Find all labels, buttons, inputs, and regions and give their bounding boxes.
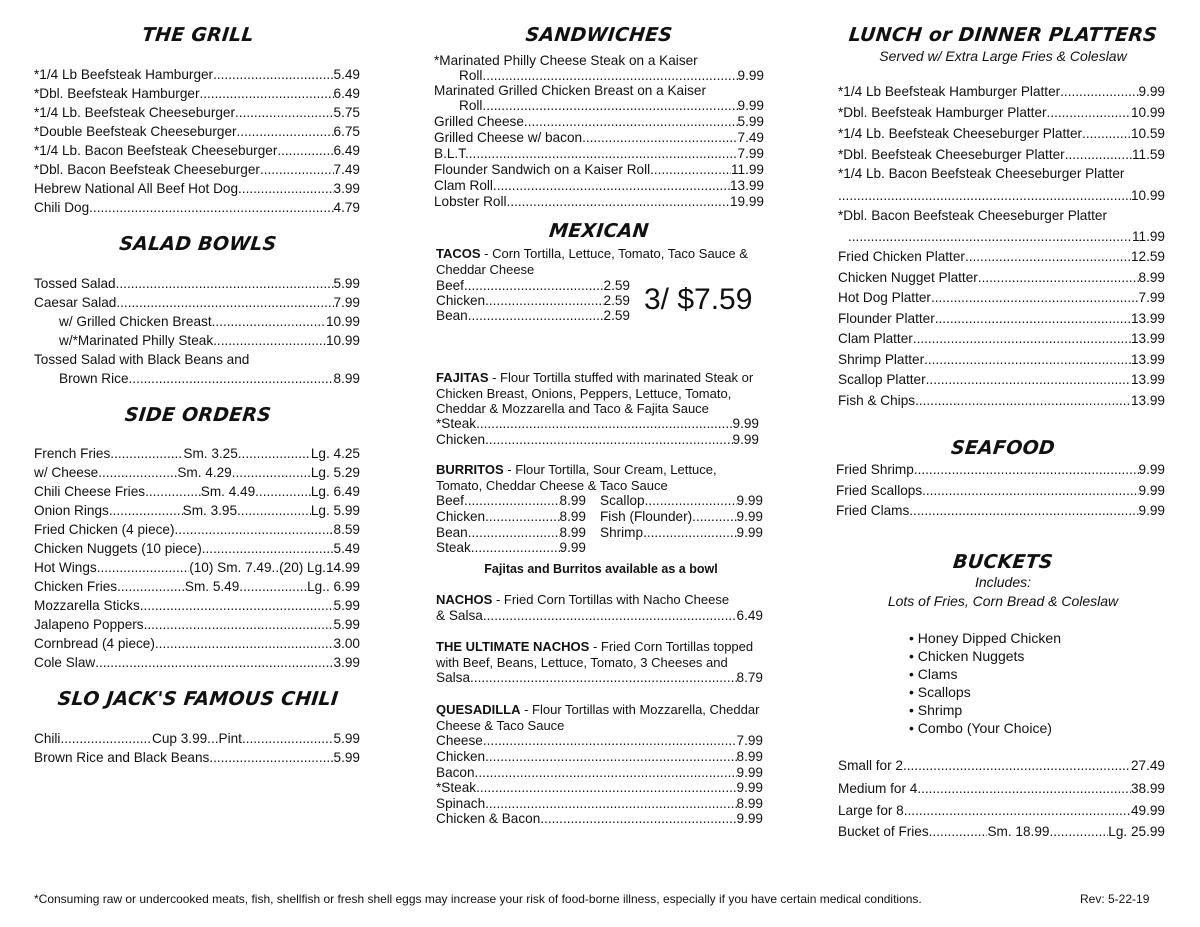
ultimate-nachos-desc: - Fried Corn Tortillas topped with Beef, Beans, Lettuce, Tomato, 3 Cheeses and [436, 639, 754, 670]
tacos-desc: - Corn Tortilla, Lettuce, Tomato, Taco Sauce & Cheddar Cheese [436, 246, 748, 277]
item-name: *1/4 Lb. Bacon Beefsteak Cheeseburger [34, 143, 278, 158]
list-item [436, 608, 763, 624]
list-item [838, 803, 1165, 819]
item-price: 13.99 [1130, 311, 1165, 326]
item-small-price: Cup 3.99...Pint [152, 731, 242, 746]
list-item [836, 462, 1165, 478]
item-price: 5.99 [333, 750, 360, 765]
list-item [436, 765, 763, 781]
list-item [436, 540, 586, 556]
list-item: • Clams [909, 666, 958, 682]
item-price: 13.99 [1130, 372, 1165, 387]
list-item [34, 105, 360, 121]
list-item [838, 188, 1165, 204]
item-price: 7.99 [736, 733, 763, 748]
item-price: Lg.. 6.99 [307, 579, 360, 594]
item-price: 8.99 [736, 796, 763, 811]
list-item [34, 143, 360, 159]
list-item [34, 295, 360, 311]
item-price: Lg. 5.99 [310, 503, 360, 518]
list-item [34, 67, 360, 83]
list-item [838, 290, 1165, 306]
item-price: 9.99 [732, 416, 759, 431]
item-price: 10.99 [325, 333, 360, 348]
list-item [34, 522, 360, 538]
item-price: 8.79 [736, 670, 763, 685]
item-price: 5.49 [333, 541, 360, 556]
item-price: 8.99 [1138, 270, 1165, 285]
item-name: Beef [436, 493, 464, 508]
item-name: *Marinated Philly Cheese Steak on a Kaiser [434, 53, 698, 68]
item-price: 9.99 [736, 811, 763, 826]
item-price: Lg. 6.49 [310, 484, 360, 499]
item-name: Bean [436, 525, 468, 540]
item-name: Fried Scallops [836, 483, 923, 498]
list-item [34, 503, 360, 519]
item-price: Lg. 4.25 [310, 446, 360, 461]
list-item [434, 130, 764, 146]
list-item [34, 124, 360, 140]
grill-heading: THE GRILL [140, 24, 256, 46]
platters-heading: LUNCH or DINNER PLATTERS [847, 24, 1159, 46]
list-item [59, 314, 360, 330]
item-price: 9.99 [736, 509, 763, 524]
item-price: 6.75 [333, 124, 360, 139]
list-item [34, 162, 360, 178]
item-name: Scallop Platter [838, 372, 926, 387]
item-price: 8.99 [559, 525, 586, 540]
item-name: Chili Cheese Fries [34, 484, 146, 499]
item-price: 9.99 [559, 540, 586, 555]
item-name: Chicken [436, 509, 486, 524]
item-price: 3.99 [333, 655, 360, 670]
list-item: • Honey Dipped Chicken [909, 630, 1061, 646]
item-name: Brown Rice [59, 371, 129, 386]
nachos-description [436, 592, 766, 608]
item-price: 6.49 [333, 86, 360, 101]
item-price: 11.99 [730, 162, 764, 177]
buckets-includes-detail: Lots of Fries, Corn Bread & Coleslaw [887, 593, 1119, 609]
list-item [436, 278, 630, 294]
list-item [836, 503, 1165, 519]
item-price: 7.99 [737, 146, 764, 161]
item-price: 9.99 [1138, 503, 1165, 518]
item-price: 2.59 [603, 308, 630, 323]
item-name: *Dbl. Beefsteak Cheeseburger Platter [838, 147, 1065, 162]
list-item [34, 731, 360, 747]
item-price: 10.59 [1130, 126, 1165, 141]
list-item [848, 229, 1165, 245]
item-name: *Steak [436, 416, 477, 431]
item-name: *Dbl. Beefsteak Hamburger Platter [838, 105, 1047, 120]
item-name: Hebrew National All Beef Hot Dog [34, 181, 239, 196]
item-price: 13.99 [1130, 352, 1165, 367]
item-price: 7.49 [333, 162, 360, 177]
item-price: 8.99 [333, 371, 360, 386]
item-price: 8.99 [559, 509, 586, 524]
item-price: 8.99 [736, 749, 763, 764]
list-item [436, 733, 763, 749]
item-price: 5.75 [333, 105, 360, 120]
list-item [434, 114, 764, 130]
list-item [34, 86, 360, 102]
list-item [838, 84, 1165, 100]
list-item [34, 200, 360, 216]
item-name: Jalapeno Poppers [34, 617, 144, 632]
item-price: 9.99 [736, 780, 763, 795]
item-small-price: (10) Sm. 7.49..(20) Lg. [189, 560, 326, 575]
item-name: Chicken Nugget Platter [838, 270, 978, 285]
item-name: *1/4 Lb. Beefsteak Cheeseburger Platter [838, 126, 1083, 141]
item-name: *1/4 Lb. Beefsteak Cheeseburger [34, 105, 236, 120]
item-name: Grilled Cheese w/ bacon [434, 130, 583, 145]
item-name: Fried Chicken Platter [838, 249, 965, 264]
item-name: Roll [459, 98, 483, 113]
item-name: Medium for 4 [838, 781, 918, 796]
item-name: w/ Grilled Chicken Breast [59, 314, 212, 329]
burritos-desc: - Flour Tortilla, Sour Cream, Lettuce, Tomato, Cheddar Cheese & Taco Sauce [436, 462, 717, 493]
list-item [34, 276, 360, 292]
item-price: 9.99 [1138, 84, 1165, 99]
item-name: Marinated Grilled Chicken Breast on a Kaiser [434, 83, 707, 98]
list-item [436, 308, 630, 324]
list-item [34, 484, 360, 500]
item-price: 27.49 [1130, 758, 1165, 773]
item-name: Shrimp [600, 525, 644, 540]
choice-label: Chicken Nuggets [917, 648, 1025, 664]
list-item [59, 333, 360, 349]
list-item: • Combo (Your Choice) [909, 720, 1052, 736]
item-price: 10.99 [1130, 105, 1165, 120]
item-price: 9.99 [732, 432, 759, 447]
list-item [838, 249, 1165, 265]
item-name: B.L.T. [434, 146, 469, 161]
list-item [436, 780, 763, 796]
item-name: Caesar Salad [34, 295, 117, 310]
item-name: Chicken [436, 432, 486, 447]
item-name: *Dbl. Bacon Beefsteak Cheeseburger [34, 162, 260, 177]
tacos-description [436, 246, 766, 277]
list-item [838, 311, 1165, 327]
list-item [436, 493, 586, 509]
item-name: Chicken [436, 749, 486, 764]
quesadilla-desc: - Flour Tortillas with Mozzarella, Cheddar Cheese & Taco Sauce [436, 702, 760, 733]
list-item [838, 270, 1165, 286]
list-item [34, 446, 360, 462]
list-item [34, 598, 360, 614]
item-price: 11.59 [1131, 147, 1165, 162]
burritos-description [436, 462, 766, 493]
item-small-price: Sm. 4.29 [177, 465, 232, 480]
list-item [600, 525, 763, 541]
list-item [434, 162, 764, 178]
list-item [838, 147, 1165, 163]
item-name: Spinach [436, 796, 486, 811]
item-name: Fried Chicken (4 piece) [34, 522, 175, 537]
item-name: *Steak [436, 780, 477, 795]
item-price: 8.59 [333, 522, 360, 537]
item-name: Chicken & Bacon [436, 811, 541, 826]
item-price: 7.99 [1138, 290, 1165, 305]
list-item [436, 416, 759, 432]
item-name: Chili [34, 731, 61, 746]
item-price: 3.00 [333, 636, 360, 651]
item-price: 9.99 [1138, 462, 1165, 477]
list-item: • Shrimp [909, 702, 963, 718]
list-item [34, 465, 360, 481]
item-price: 6.49 [333, 143, 360, 158]
ultimate-nachos-label: THE ULTIMATE NACHOS [436, 639, 590, 654]
choice-label: Clams [917, 666, 958, 682]
item-price: 12.59 [1130, 249, 1165, 264]
item-name: *1/4 Lb Beefsteak Hamburger [34, 67, 214, 82]
item-price: 5.49 [333, 67, 360, 82]
list-item [34, 181, 360, 197]
item-name: Fried Clams [836, 503, 910, 518]
item-price: 2.59 [603, 278, 630, 293]
list-item [838, 824, 1165, 840]
item-name: Small for 2 [838, 758, 903, 773]
list-item [436, 670, 763, 686]
list-item [34, 750, 360, 766]
list-item [59, 371, 360, 387]
item-name: *Dbl. Bacon Beefsteak Cheeseburger Platter [838, 208, 1108, 223]
list-item [436, 796, 763, 812]
item-name: Fish & Chips [838, 393, 916, 408]
item-name: Clam Roll [434, 178, 493, 193]
item-price: 10.99 [325, 314, 360, 329]
item-small-price: Sm. 5.49 [184, 579, 240, 594]
item-price: 19.99 [729, 194, 764, 209]
item-name: *Dbl. Beefsteak Hamburger [34, 86, 200, 101]
item-price: 8.99 [559, 493, 586, 508]
item-name: Cheese [436, 733, 483, 748]
list-item [436, 811, 763, 827]
list-item [838, 352, 1165, 368]
item-name: Chicken [436, 293, 486, 308]
item-price: 9.99 [737, 68, 764, 83]
item-name: Brown Rice and Black Beans [34, 750, 210, 765]
list-item [459, 98, 764, 114]
item-name: Steak [436, 540, 471, 555]
list-item [34, 579, 360, 595]
list-item [436, 525, 586, 541]
fajitas-desc: - Flour Tortilla stuffed with marinated Steak or Chicken Breast, Onions, Peppers, Lettuce, Tomato, Cheddar & Mozzarella and Taco & Fajita Sauce [436, 370, 754, 416]
item-name: Chicken Fries [34, 579, 118, 594]
fajitas-description [436, 370, 766, 417]
item-name: French Fries [34, 446, 111, 461]
platters-subtitle: Served w/ Extra Large Fries & Coleslaw [879, 48, 1127, 64]
item-price: 9.99 [736, 765, 763, 780]
item-price: 5.99 [737, 114, 764, 129]
fajitas-label: FAJITAS [436, 370, 489, 385]
list-item [436, 749, 763, 765]
list-item [838, 758, 1165, 774]
buckets-heading: BUCKETS [952, 551, 1054, 573]
item-name: Chicken Nuggets (10 piece) [34, 541, 202, 556]
bowl-note: Fajitas and Burritos available as a bowl [484, 562, 718, 576]
item-name: Cornbread (4 piece) [34, 636, 155, 651]
item-name: Tossed Salad with Black Beans and [34, 352, 250, 367]
list-item [600, 493, 763, 509]
salad-heading: SALAD BOWLS [118, 233, 278, 255]
item-price: 7.49 [737, 130, 764, 145]
list-item [838, 393, 1165, 409]
item-price: 4.79 [333, 200, 360, 215]
list-item [836, 483, 1165, 499]
item-name: Bucket of Fries [838, 824, 929, 839]
choice-label: Combo (Your Choice) [917, 720, 1052, 736]
item-name: *Double Beefsteak Cheeseburger [34, 124, 237, 139]
item-price: 9.99 [737, 98, 764, 113]
item-name: Large for 8 [838, 803, 904, 818]
item-price: 38.99 [1130, 781, 1165, 796]
quesadilla-description [436, 702, 766, 733]
buckets-includes: Includes: [974, 574, 1032, 590]
list-item [436, 509, 586, 525]
item-name: Onion Rings [34, 503, 109, 518]
list-item [838, 781, 1165, 797]
item-price: Lg. 25.99 [1108, 824, 1165, 839]
item-price: 2.59 [603, 293, 630, 308]
item-name: Salsa [436, 670, 471, 685]
item-name: Mozzarella Sticks [34, 598, 140, 613]
item-name: Bacon [436, 765, 475, 780]
ultimate-nachos-description [436, 639, 766, 670]
list-item [34, 636, 360, 652]
item-name: Lobster Roll [434, 194, 507, 209]
mexican-heading: MEXICAN [548, 220, 650, 242]
choice-label: Shrimp [917, 702, 963, 718]
list-item: • Scallops [909, 684, 971, 700]
item-price: 14.99 [325, 560, 360, 575]
item-name: *1/4 Lb. Bacon Beefsteak Cheeseburger Platter [838, 166, 1125, 181]
item-price: 13.99 [729, 178, 764, 193]
list-item [838, 105, 1165, 121]
list-item [434, 194, 764, 210]
list-item: • Chicken Nuggets [909, 648, 1025, 664]
item-name: Tossed Salad [34, 276, 116, 291]
list-item [434, 178, 764, 194]
item-name: w/*Marinated Philly Steak [59, 333, 214, 348]
seafood-heading: SEAFOOD [949, 437, 1057, 459]
item-small-price: Sm. 3.95 [182, 503, 238, 518]
item-name: Flounder Sandwich on a Kaiser Roll [434, 162, 651, 177]
item-price: 5.99 [333, 731, 360, 746]
item-price: 5.99 [333, 617, 360, 632]
item-name: Flounder Platter [838, 311, 935, 326]
burritos-label: BURRITOS [436, 462, 504, 477]
item-price: 9.99 [736, 493, 763, 508]
item-price: 9.99 [736, 525, 763, 540]
list-item [34, 541, 360, 557]
item-price: 3.99 [333, 181, 360, 196]
list-item [459, 68, 764, 84]
item-name: Grilled Cheese [434, 114, 524, 129]
item-name: *1/4 Lb Beefsteak Hamburger Platter [838, 84, 1061, 99]
tacos-label: TACOS [436, 246, 481, 261]
list-item [34, 655, 360, 671]
item-price: 49.99 [1130, 803, 1165, 818]
item-price: 6.49 [736, 608, 763, 623]
item-name: Fish (Flounder) [600, 509, 693, 524]
item-name: Chili Dog [34, 200, 90, 215]
list-item [600, 509, 763, 525]
list-item [434, 146, 764, 162]
chili-heading: SLO JACK'S FAMOUS CHILI [56, 688, 340, 710]
list-item [436, 293, 630, 309]
nachos-desc: - Fried Corn Tortillas with Nacho Cheese [492, 592, 730, 607]
item-name: Fried Shrimp [836, 462, 914, 477]
list-item [838, 331, 1165, 347]
item-price: 7.99 [333, 295, 360, 310]
list-item [838, 126, 1165, 142]
item-price: 13.99 [1130, 393, 1165, 408]
item-small-price: Sm. 3.25 [183, 446, 238, 461]
item-small-price: Sm. 18.99 [987, 824, 1050, 839]
list-item [436, 432, 759, 448]
item-price: 5.99 [333, 598, 360, 613]
tacos-deal: 3/ $7.59 [644, 283, 753, 316]
footer-disclaimer: *Consuming raw or undercooked meats, fish, shellfish or fresh shell eggs may increase your risk of food-borne illness, especially if you have certain medical conditions. [34, 892, 922, 906]
sandwiches-heading: SANDWICHES [524, 24, 674, 46]
item-name: Clam Platter [838, 331, 913, 346]
footer-revision: Rev: 5-22-19 [1080, 892, 1150, 906]
item-price: 13.99 [1130, 331, 1165, 346]
list-item [34, 560, 360, 576]
item-name: Scallop [600, 493, 645, 508]
list-item [34, 617, 360, 633]
item-name: Cole Slaw [34, 655, 96, 670]
item-name: Beef [436, 278, 464, 293]
quesadilla-label: QUESADILLA [436, 702, 521, 717]
sides-heading: SIDE ORDERS [123, 404, 273, 426]
nachos-label: NACHOS [436, 592, 493, 607]
choice-label: Scallops [917, 684, 971, 700]
choice-label: Honey Dipped Chicken [917, 630, 1061, 646]
item-price: 9.99 [1138, 483, 1165, 498]
item-name: & Salsa [436, 608, 483, 623]
item-price: 5.99 [333, 276, 360, 291]
item-name: Shrimp Platter [838, 352, 925, 367]
item-name: Hot Wings [34, 560, 97, 575]
item-price: 10.99 [1130, 188, 1165, 203]
item-name: w/ Cheese [34, 465, 99, 480]
item-name: Roll [459, 68, 483, 83]
item-name: Bean [436, 308, 468, 323]
item-price: Lg. 5.29 [310, 465, 360, 480]
item-small-price: Sm. 4.49 [200, 484, 256, 499]
item-price: 11.99 [1131, 229, 1165, 244]
list-item [838, 372, 1165, 388]
item-name: Hot Dog Platter [838, 290, 931, 305]
